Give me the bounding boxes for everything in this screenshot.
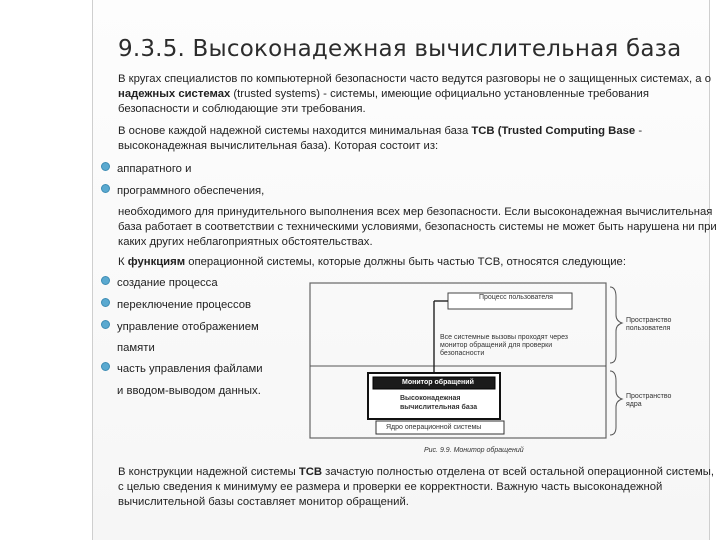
text: К (118, 256, 128, 268)
syscall-note-line2: монитор обращений для проверки (440, 342, 553, 349)
list-item-text: программного обеспечения, (117, 185, 265, 197)
paragraph-functions (101, 255, 720, 270)
kernel-label: Ядро операционной системы (386, 424, 482, 431)
bullet-icon (101, 276, 110, 285)
list-item (101, 362, 263, 377)
monitor-label: Монитор обращений (402, 379, 474, 386)
list-item-text: часть управления файлами (117, 363, 263, 375)
kernel-space-label-line1: Пространство (626, 393, 672, 400)
bold-term: TCB (298, 466, 323, 478)
text: В кругах специалистов по компьютерной безопасности часто ведутся разговоры не о защищенных системах, а о (118, 73, 711, 85)
user-process-label: Процесс пользователя (479, 294, 553, 301)
list-item (101, 276, 218, 291)
bold-term: функциям (127, 256, 186, 268)
list-item (101, 320, 259, 335)
list-item-continuation: памяти (117, 342, 155, 354)
bold-term: TCB (Trusted Computing Base (471, 125, 636, 137)
tcb-label-line1: Высоконадежная (400, 395, 461, 402)
text: - высоконадежная вычислительная база). Которая состоит из: (118, 125, 643, 152)
text: В конструкции надежной системы (118, 466, 299, 478)
syscall-note-line3: безопасности (440, 350, 485, 357)
reference-monitor-diagram (306, 281, 708, 459)
bullet-icon (101, 162, 110, 171)
list-item-text: переключение процессов (117, 299, 252, 311)
kernel-space-brace (610, 371, 622, 435)
diagram-graphics (306, 281, 708, 459)
user-space-label-line1: Пространство (626, 317, 672, 324)
kernel-space-label-line2: ядра (626, 401, 642, 408)
user-space-brace (610, 287, 622, 363)
text: зачастую полностью отделена от всей остальной операционной системы, с целью сведения к минимуму ее размера и проверки ее корректности. Важную часть высоконадежной вычислительной базы составляет монитор обращений. (118, 466, 715, 508)
bullet-icon (101, 298, 110, 307)
list-item (101, 162, 191, 177)
bullet-icon (101, 320, 110, 329)
page-title: 9.3.5. Высоконадежная вычислительная база (118, 36, 682, 62)
bullet-icon (101, 362, 110, 371)
syscall-note-line1: Все системные вызовы проходят через (440, 334, 569, 341)
list-item (101, 184, 264, 199)
text: (trusted systems) - системы, имеющие официально установленные требования безопасности и соблюдающие эти требования. (118, 88, 649, 115)
bullet-icon (101, 184, 110, 193)
text: операционной системы, которые должны быть частью TCB, относятся следующие: (185, 256, 626, 268)
paragraph-tcb-description: необходимого для принудительного выполнения всех мер безопасности. Если высоконадежная вычислительная база работает в соответствии с техническими условиями, безопасность системы не может быть нарушена ни при каких других неблагоприятных обстоятельствах. (118, 206, 717, 248)
paragraph-trusted-systems (101, 72, 720, 117)
paragraph-tcb (101, 124, 720, 154)
text: В основе каждой надежной системы находится минимальная база (118, 125, 472, 137)
list-item-text: создание процесса (117, 277, 218, 289)
user-space-label-line2: пользователя (626, 325, 671, 332)
list-item (101, 298, 251, 313)
paragraph-tcb-construction (101, 465, 720, 510)
list-item-text: аппаратного и (117, 163, 192, 175)
list-item-continuation: и вводом-выводом данных. (117, 385, 261, 397)
bold-term: надежных системах (118, 88, 231, 100)
tcb-label-line2: вычислительная база (400, 404, 478, 411)
list-item-text: управление отображением (117, 321, 259, 333)
figure-caption: Рис. 9.9. Монитор обращений (424, 447, 524, 454)
